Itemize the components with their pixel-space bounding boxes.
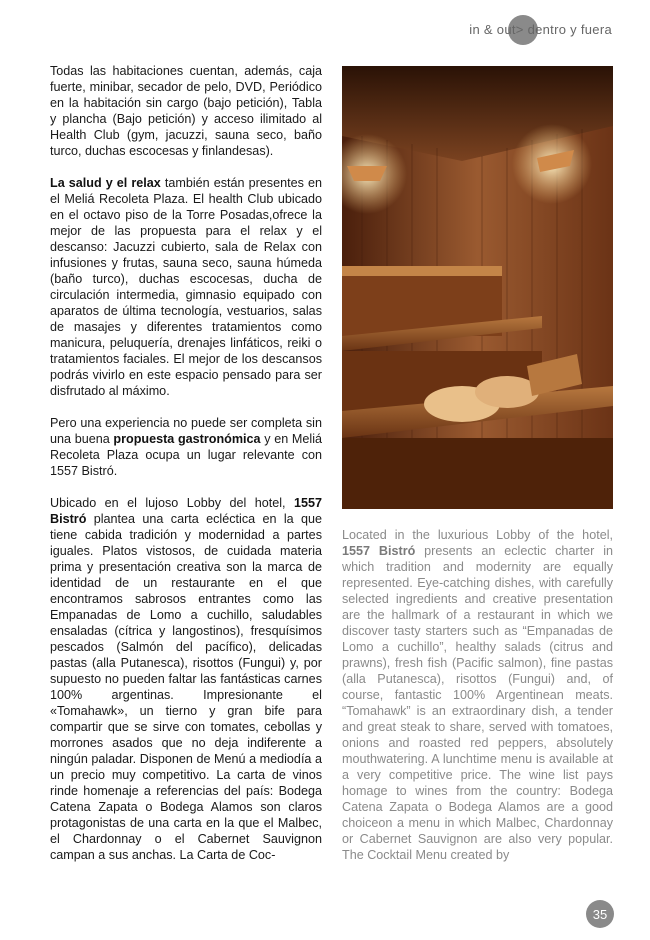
- spanish-column: [50, 63, 322, 879]
- paragraph-bistro-en: Located in the luxurious Lobby of the hotel, 1557 Bistró presents an eclectic charter in which tradition and modernity are equally represented. Eye-catching dishes, with carefully selected ingredients and creative presentation are the hallmark of a restaurant in which we discover tasty starters such as “Empanadas de Lomo a cuchillo”, healthy salads (citrus and prawns), fresh fish (Pacific salmon), fine pastas (alla Putanesca), risottos (Fungui) and, of course, fantastic 100% Argentinean meats. “Tomahawk” is an extraordinary dish, a tender and great steak to share, served with tomatoes, onions and roasted red peppers, absolutely mouthwatering. A lunchtime menu is available at a very competitive price. The wine list pays homage to wines from the country: Bodega Catena Zapata o Bodega Alamos are a good choiceon a menu in which Malbec, Chardonnay or Cabernet Sauvignon are also very popular. The Cocktail Menu created by: [342, 528, 614, 862]
- page-number: 35: [586, 900, 614, 928]
- paragraph-health: La salud y el relax también están presentes en el Meliá Recoleta Plaza. El health Club ubicado en el octavo piso de la Torre Posadas,ofrece la mejor de las propuesta para el relax y el descanso: Jacuzzi cubierto, sala de Relax con infusiones y frutas, sauna seco, sauna húmeda (baño turco), duchas escocesas, ducha de circulación intermedia, gimnasio equipado con aparatos de última tecnología, vestuarios, salas de masajes y diferentes tratamientos como manicura, peluquería, drenajes linfáticos, reiki o tratamientos faciales. El mejor de los descansos podrás vivirlo en este espacio pensado para ser disfrutado al máximo.: [50, 176, 322, 398]
- paragraph-gastronomy: Pero una experiencia no puede ser completa sin una buena propuesta gastronómica y en Meliá Recoleta Plaza ocupa un lugar relevante con 1557 Bistró.: [50, 416, 322, 478]
- header-section-es: > dentro y fuera: [515, 22, 612, 37]
- sauna-photo: [342, 66, 613, 509]
- paragraph-rooms: Todas las habitaciones cuentan, además, caja fuerte, minibar, secador de pelo, DVD, Periódico en la habitación sin cargo (bajo petición), Tabla y plancha (Bajo petición) y acceso ilimitado al Health Club (gym, jacuzzi, sauna seco, baño turco, duchas escocesas y finlandesas).: [50, 64, 322, 158]
- header-section-en: in & out: [469, 22, 516, 37]
- paragraph-bistro: Ubicado en el lujoso Lobby del hotel, 1557 Bistró plantea una carta ecléctica en la que tiene cabida tradición y modernidad a partes iguales. Platos vistosos, de cuidada materia prima y presentación creativa son la marca de identidad de un restaurante en el que encontramos sabrosos entrantes como las Empanadas de Lomo a cuchillo, saludables ensaladas (cítrica y langostinos), fresquísimos pescados (Salmón del pacífico), delicadas pastas (alla Putanesca), risottos (Fungui) y, por supuesto no pueden faltar las fantásticas carnes 100% argentinas. Impresionante el «Tomahawk», un tierno y gran bife para compartir que se sirve con tomates, cebollas y morrones asados que no deja indiferente a ningún paladar. Disponen de Menú a mediodía a un precio muy competitivo. La carta de vinos rinde homenaje a referencias del país: Bodega Catena Zapata o Bodega Alamos son claros protagonistas de una carta en la que el Malbec, el Chardonnay o el Cabernet Sauvignon campan a sus anchas. La Carta de Coc-: [50, 496, 322, 862]
- subheading-health: La salud y el relax: [50, 176, 161, 190]
- english-column: [342, 527, 613, 879]
- sauna-illustration: [342, 66, 613, 509]
- running-header: [469, 22, 612, 37]
